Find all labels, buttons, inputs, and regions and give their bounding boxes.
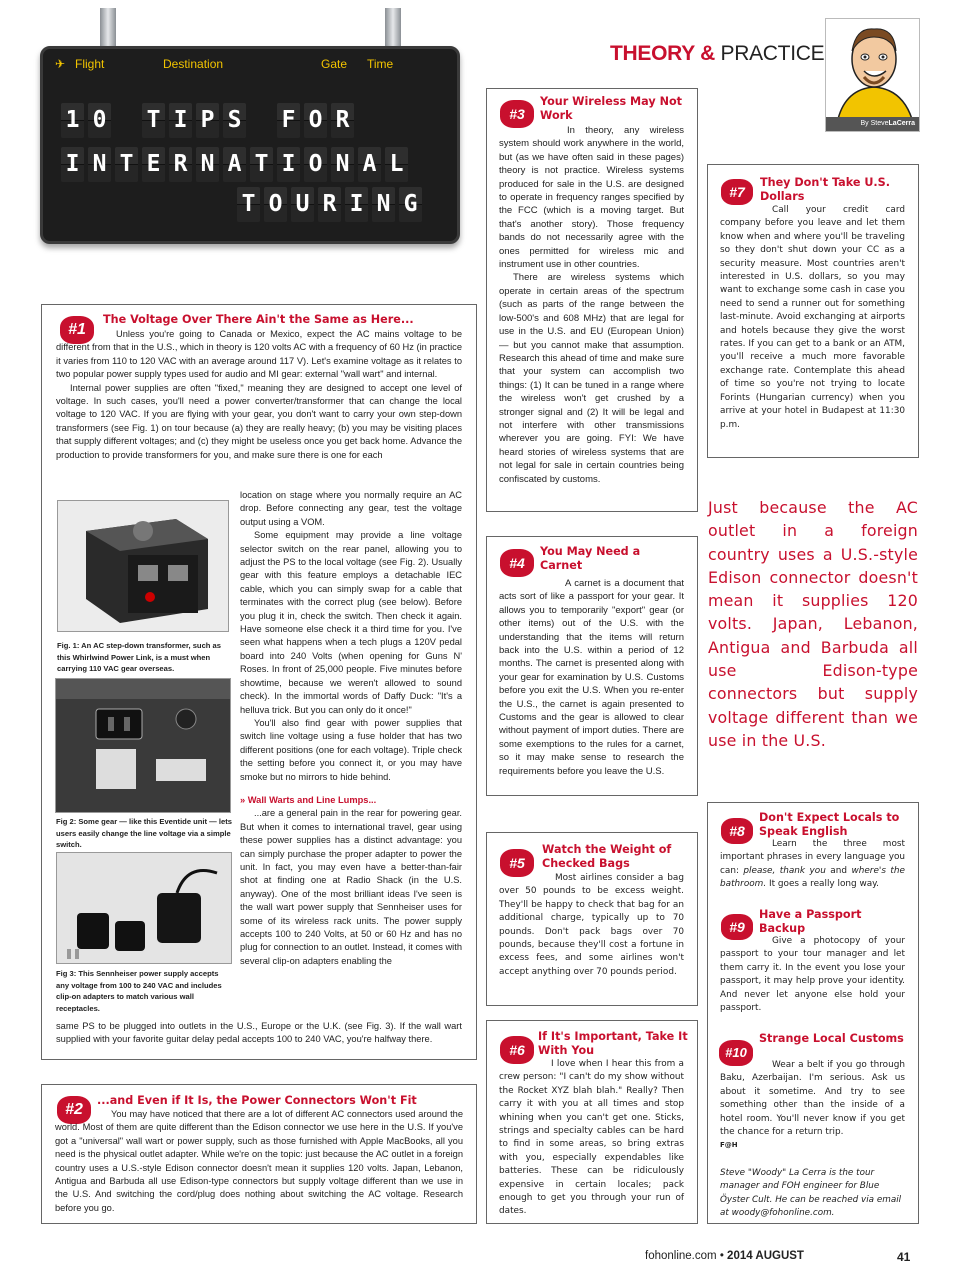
tip-9-body — [720, 935, 905, 1015]
headline-letter-tile: T — [115, 147, 138, 182]
fig2-eventide-photo — [55, 678, 231, 813]
byline-name: LaCerra — [888, 120, 915, 127]
pull-quote: Just because the AC outlet in a foreign country uses a U.S.-style Edison connector doesn't mean it supplies 120 volts. Japan, Lebanon, Antigua and Barbuda all use Edison-type connectors but supply voltage different than we use in the U.S. — [708, 498, 918, 750]
tip-2-badge: #2 — [57, 1096, 91, 1124]
tip-8-body — [720, 838, 905, 892]
tip-4-body — [499, 577, 684, 778]
headline-letter-tile: N — [372, 187, 395, 222]
tip-4-badge: #4 — [500, 549, 534, 577]
plane-icon: ✈ — [55, 57, 66, 71]
headline-letter-tile: R — [169, 147, 192, 182]
board-frame — [40, 46, 460, 244]
headline-letter-tile: N — [196, 147, 219, 182]
tip-1-p4: You'll also find gear with power supplies that switch line voltage using a fuse holder that has two different positions (one for each voltage). Triple check the setting before you connect it, or you may have smoke but no mirrors to hide behind. — [240, 717, 462, 782]
footer — [645, 1250, 804, 1262]
tip-8-text — [720, 838, 905, 892]
headline-letter-tile: U — [291, 187, 314, 222]
headline-letter-tile: F — [277, 103, 300, 138]
headline-row-1 — [61, 103, 354, 138]
tip-4-text: A carnet is a document that acts sort of like a passport for your gear. It allows you to temporarily "export" gear (or other items) out of the U.S. with the understanding that the items will return back into the U.S. within a period of 12 months. The carnet is presented along with your gear for examination by U.S. Customs before you exit the U.S. When you re-enter the U.S., the carnet is again presented to Customs and the gear is allowed to clear without payment of import duties. There are some exemptions to the rules for a carnet, so it may make sense to research the requirements before you leave the U.S. — [499, 578, 684, 777]
headline-letter-tile: N — [88, 147, 111, 182]
headline-letter-tile: A — [223, 147, 246, 182]
footer-sep: • — [719, 1250, 724, 1262]
tip-6-title: If It's Important, Take It With You — [538, 1030, 688, 1057]
tip-8-badge: #8 — [721, 818, 753, 844]
section-title — [610, 42, 824, 66]
departure-board-graphic — [40, 8, 460, 248]
tip-1-p2b: location on stage where you normally require an AC drop. Before connecting any gear, test the voltage output using a VOM. — [240, 490, 462, 527]
fig2-caption: Fig 2: Some gear — like this Eventide unit — lets users easily change the line voltage via a simple switch. — [56, 817, 232, 849]
headline-row-2 — [61, 147, 408, 182]
tip-6-text: I love when I hear this from a crew person: "I can't do my show without the Rocket XYZ blah blah." Really? Then carry it with you at all times and stop whining when you can't get one. Sticks, strings and specialty cables can be hard to find in some areas, so bring extras with you, especially expendables like batteries. These can be ridiculously expensive in certain locales; pack enough to get you through your run of dates. — [499, 1059, 684, 1217]
tip-7-badge: #7 — [721, 179, 753, 205]
fig3-caption: Fig 3: This Sennheiser power supply accepts any voltage from 100 to 240 VAC and includes clip-on adapters to match various wall receptacles. — [56, 969, 222, 1013]
tip-5-body — [499, 872, 684, 979]
tip-6-body — [499, 1058, 684, 1219]
headline-letter-tile: N — [331, 147, 354, 182]
headline-letter-tile: I — [169, 103, 192, 138]
tip-10-title: Strange Local Customs — [759, 1032, 904, 1045]
tip-3-p2: There are wireless systems which operate in certain areas of the spectrum (such as parts of the range between the low-500's and 608 MHz) that are legal for use in the U.S. and EU (European Union) — but you cannot make that assumption. Research this ahead of time and make sure that your system can accomplish two things: (1) It can be tuned in a range where the wireless won't get crushed by a stronger signal and (2) It will be legal and not interfere with other transmissions wherever you are going. FYI: We have heard stories of wireless systems that are not legal for sale in certain countries being confiscated by customs. — [499, 272, 684, 485]
tip-10-endmark: F@H — [720, 1141, 738, 1150]
headline-letter-tile: T — [142, 103, 165, 138]
headline-letter-tile: T — [237, 187, 260, 222]
tip-1-title: The Voltage Over There Ain't the Same as Here... — [103, 313, 414, 326]
byline — [826, 117, 919, 131]
byline-prefix: By Steve — [860, 120, 889, 127]
headline-letter-tile: O — [304, 103, 327, 138]
tip-1-intro — [56, 328, 462, 462]
author-portrait — [825, 18, 920, 132]
headline-letter-tile — [250, 103, 273, 138]
headline-letter-tile: 1 — [61, 103, 84, 138]
tip-8-text-em2: where's the bathroom. — [720, 865, 905, 890]
headline-letter-tile: I — [345, 187, 368, 222]
headline-letter-tile: R — [331, 103, 354, 138]
tip-3-title: Your Wireless May Not Work — [540, 95, 682, 122]
board-header — [51, 55, 449, 75]
headline-row-3 — [237, 187, 422, 222]
tip-5-title: Watch the Weight of Checked Bags — [542, 843, 672, 870]
headline-letter-tile: R — [318, 187, 341, 222]
tip-10-badge: #10 — [719, 1040, 753, 1066]
section-title-amp: & — [700, 42, 715, 65]
headline-letter-tile: S — [223, 103, 246, 138]
page-number: 41 — [897, 1250, 911, 1264]
tip-9-title: Have a Passport Backup — [759, 908, 862, 935]
headline-letter-tile — [115, 103, 138, 138]
tip-10-body — [720, 1059, 905, 1153]
fig1-caption: Fig. 1: An AC step-down transformer, such as this Whirlwind Power Link, is a must when carrying 110 VAC gear overseas. — [57, 641, 221, 673]
tip-1-p5b: same PS to be plugged into outlets in the U.S., Europe or the U.K. (see Fig. 3). If the wall wart supplied with your favorite guitar delay pedal accepts 100 to 240 VAC, you're halfway there. — [56, 1021, 462, 1045]
fig1-transformer-photo — [57, 500, 229, 632]
headline-letter-tile: P — [196, 103, 219, 138]
tip-8-text-em: please, thank you — [743, 865, 826, 876]
headline-letter-tile: O — [304, 147, 327, 182]
board-col-gate: Gate — [321, 57, 348, 71]
footer-issue: 2014 AUGUST — [727, 1250, 804, 1262]
headline-letter-tile: G — [399, 187, 422, 222]
footer-site: fohonline.com — [645, 1250, 717, 1262]
board-col-time: Time — [367, 57, 394, 71]
tip-2-body — [55, 1108, 463, 1215]
author-caricature-image — [826, 19, 920, 119]
tip-1-col2 — [240, 489, 462, 968]
tip-8-text-a: Learn the three most important phrases in every language you can: — [720, 839, 905, 876]
headline-letter-tile: 0 — [88, 103, 111, 138]
tip-8-title: Don't Expect Locals to Speak English — [759, 811, 900, 838]
tip-7-body — [720, 204, 905, 432]
tip-3-p1: In theory, any wireless system should work anywhere in the world, but (as we have often said in these pages) theory is not practice. Wireless systems produced for sale in the U.S. are designed to operate in frequency ranges specified by the FCC (which is a moving target. But that's another story). Those frequency bands do not necessarily agree with the ones permitted for wireless mic and instrument use in other countries. — [499, 125, 684, 271]
tip-1-p5: ...are a general pain in the rear for powering gear. But when it comes to international travel, gear using these power supplies has a distinct advantage: you can simply purchase the proper adapter to power the unit. In fact, you may even have a better-than-fair shot at finding one at Radio Shack (in the U.S. anyway). One of the most brilliant ideas I've seen is the wall wart power supply that Sennheiser uses for some of its wireless rack units. The power supply accepts 100 to 240 Volts, at 50 or 60 Hz and has no plug for connection to an outlet. Instead, it comes with several clip-on adapters enabling the — [240, 808, 462, 966]
author-bio: Steve "Woody" La Cerra is the tour manager and FOH engineer for Blue Öyster Cult. He can be reached via email at woody@fohonline.com. — [720, 1168, 902, 1219]
headline-letter-tile: T — [250, 147, 273, 182]
tip-1-p2: Internal power supplies are often "fixed," meaning they are designed to accept one level of voltage. In such cases, you'll need a power converter/transformer that can change the local voltage to 120 VAC. If you are flying with your gear, you don't want to carry your own step-down transformers (see Fig. 1) on tour because (a) they are really heavy; (b) you may be visiting places that supply different voltages; and (c) they might be useless once you get back home. Advance the production to provide transformers for you, and make sure there is one for each — [56, 382, 462, 460]
headline-letter-tile: E — [142, 147, 165, 182]
tip-3-body — [499, 124, 684, 486]
headline-letter-tile: O — [264, 187, 287, 222]
tip-4-title: You May Need a Carnet — [540, 545, 641, 572]
tip-6-badge: #6 — [500, 1036, 534, 1064]
board-col-flight: Flight — [75, 57, 105, 71]
headline-letter-tile: A — [358, 147, 381, 182]
tip-1-p3: Some equipment may provide a line voltage selector switch on the rear panel, allowing you to adjust the PS to the local voltage (see Fig. 2). Usually gear with this feature employs a detachable IEC cable, which you can simply swap for a cable that terminates with the correct plug (see below). Before you plug it in, check the switch. Then check it again. Have someone else check it a third time for you. I've seen what happens when a tech plugs a 120V pedal board into 240 Volts (when opening for Guns N' Roses. In front of 25,000 people. Five minutes before showtime, because we weren't allowed to sound check). In the immortal words of Daffy Duck: "It's a helluva trick. But you can only do it once!" — [240, 530, 462, 715]
tip-5-text: Most airlines consider a bag over 50 pounds to be excess weight. They'll be happy to check that bag for an additional charge, typically up to 70 pounds. Don't pack bags over 70 pounds, because they'll cost a fortune in excess fees, and some airlines won't accept anything over 70 pounds period. — [499, 873, 684, 977]
headline-letter-tile: I — [277, 147, 300, 182]
tip-9-text: Give a photocopy of your passport to your tour manager and let them carry it. In the event you lose your passport, it may help prove your identity. And never let anyone else hold your passport. — [720, 936, 905, 1014]
section-title-theory: THEORY — [610, 42, 695, 65]
tip-1-p1: Unless you're going to Canada or Mexico, expect the AC mains voltage to be different from that in the U.S., which in theory is 120 volts AC with a frequency of 60 Hz (in practice it varies from 110 to 120 VAC with an average around 117 V). Let's examine voltage as it relates to two popular power supply types used for audio and MI gear: external "wall wart" and internal. — [56, 329, 462, 380]
headline-letter-tile: I — [61, 147, 84, 182]
board-col-destination: Destination — [163, 57, 224, 71]
tip-7-text: Call your credit card company before you leave and let them know when and where you'll be traveling so they don't shut down your CC as a security measure. Most countries aren't interested in U.S. dollars, so you may want to exchange some cash in case you need to send a runner out for something last-minute. Avoid exchanging at airports and hotels because they give the worst rates. If you can get to a bank or an ATM, you'll receive a much more favorable exchange rate. Contemplate this ahead of time so you're not trying to locate Forints (Hungarian currency) when you arrive at your hotel in Budapest at 11:30 p.m. — [720, 205, 905, 430]
headline-letter-tile: L — [385, 147, 408, 182]
tip-5-badge: #5 — [500, 849, 534, 877]
tip-3-badge: #3 — [500, 100, 534, 128]
tip-7-title: They Don't Take U.S. Dollars — [760, 176, 890, 203]
tip-10-text: Wear a belt if you go through Baku, Azerbaijan. I'm serious. Ask us about it sometime. And try to see something other than the inside of a hotel room. You'll never know if you get the chance for a return trip. — [720, 1060, 905, 1138]
section-title-practice: PRACTICE — [720, 42, 825, 65]
tip-2-text: You may have noticed that there are a lot of different AC connectors used around the world. Most of them are quite different than the Edison connector we use here in the U.S. If you've got a "universal" wall wart or power supply, such as those furnished with Apple MacBooks, all you need is the physical outlet adapter. While we're on the topic: just because the AC outlet in a foreign country uses a U.S.-style Edison connector doesn't mean it supplies 120 volts. Japan, Lebanon, Antigua and Barbuda all use Edison-type connectors but supply voltage different than we use in the U.S. And switching the cord/plug does nothing about switching the AC voltage. Research before you go. — [55, 1109, 463, 1213]
tip-8-text-c: It goes a really long way. — [766, 879, 879, 890]
tip-2-title: ...and Even if It Is, the Power Connectors Won't Fit — [97, 1094, 417, 1107]
tip-1-subhead: » Wall Warts and Line Lumps... — [240, 794, 377, 805]
tip-8-text-b: and — [825, 865, 852, 876]
tip-9-badge: #9 — [721, 914, 753, 940]
fig3-sennheiser-photo — [56, 852, 232, 964]
tip-1-badge: #1 — [60, 316, 94, 344]
